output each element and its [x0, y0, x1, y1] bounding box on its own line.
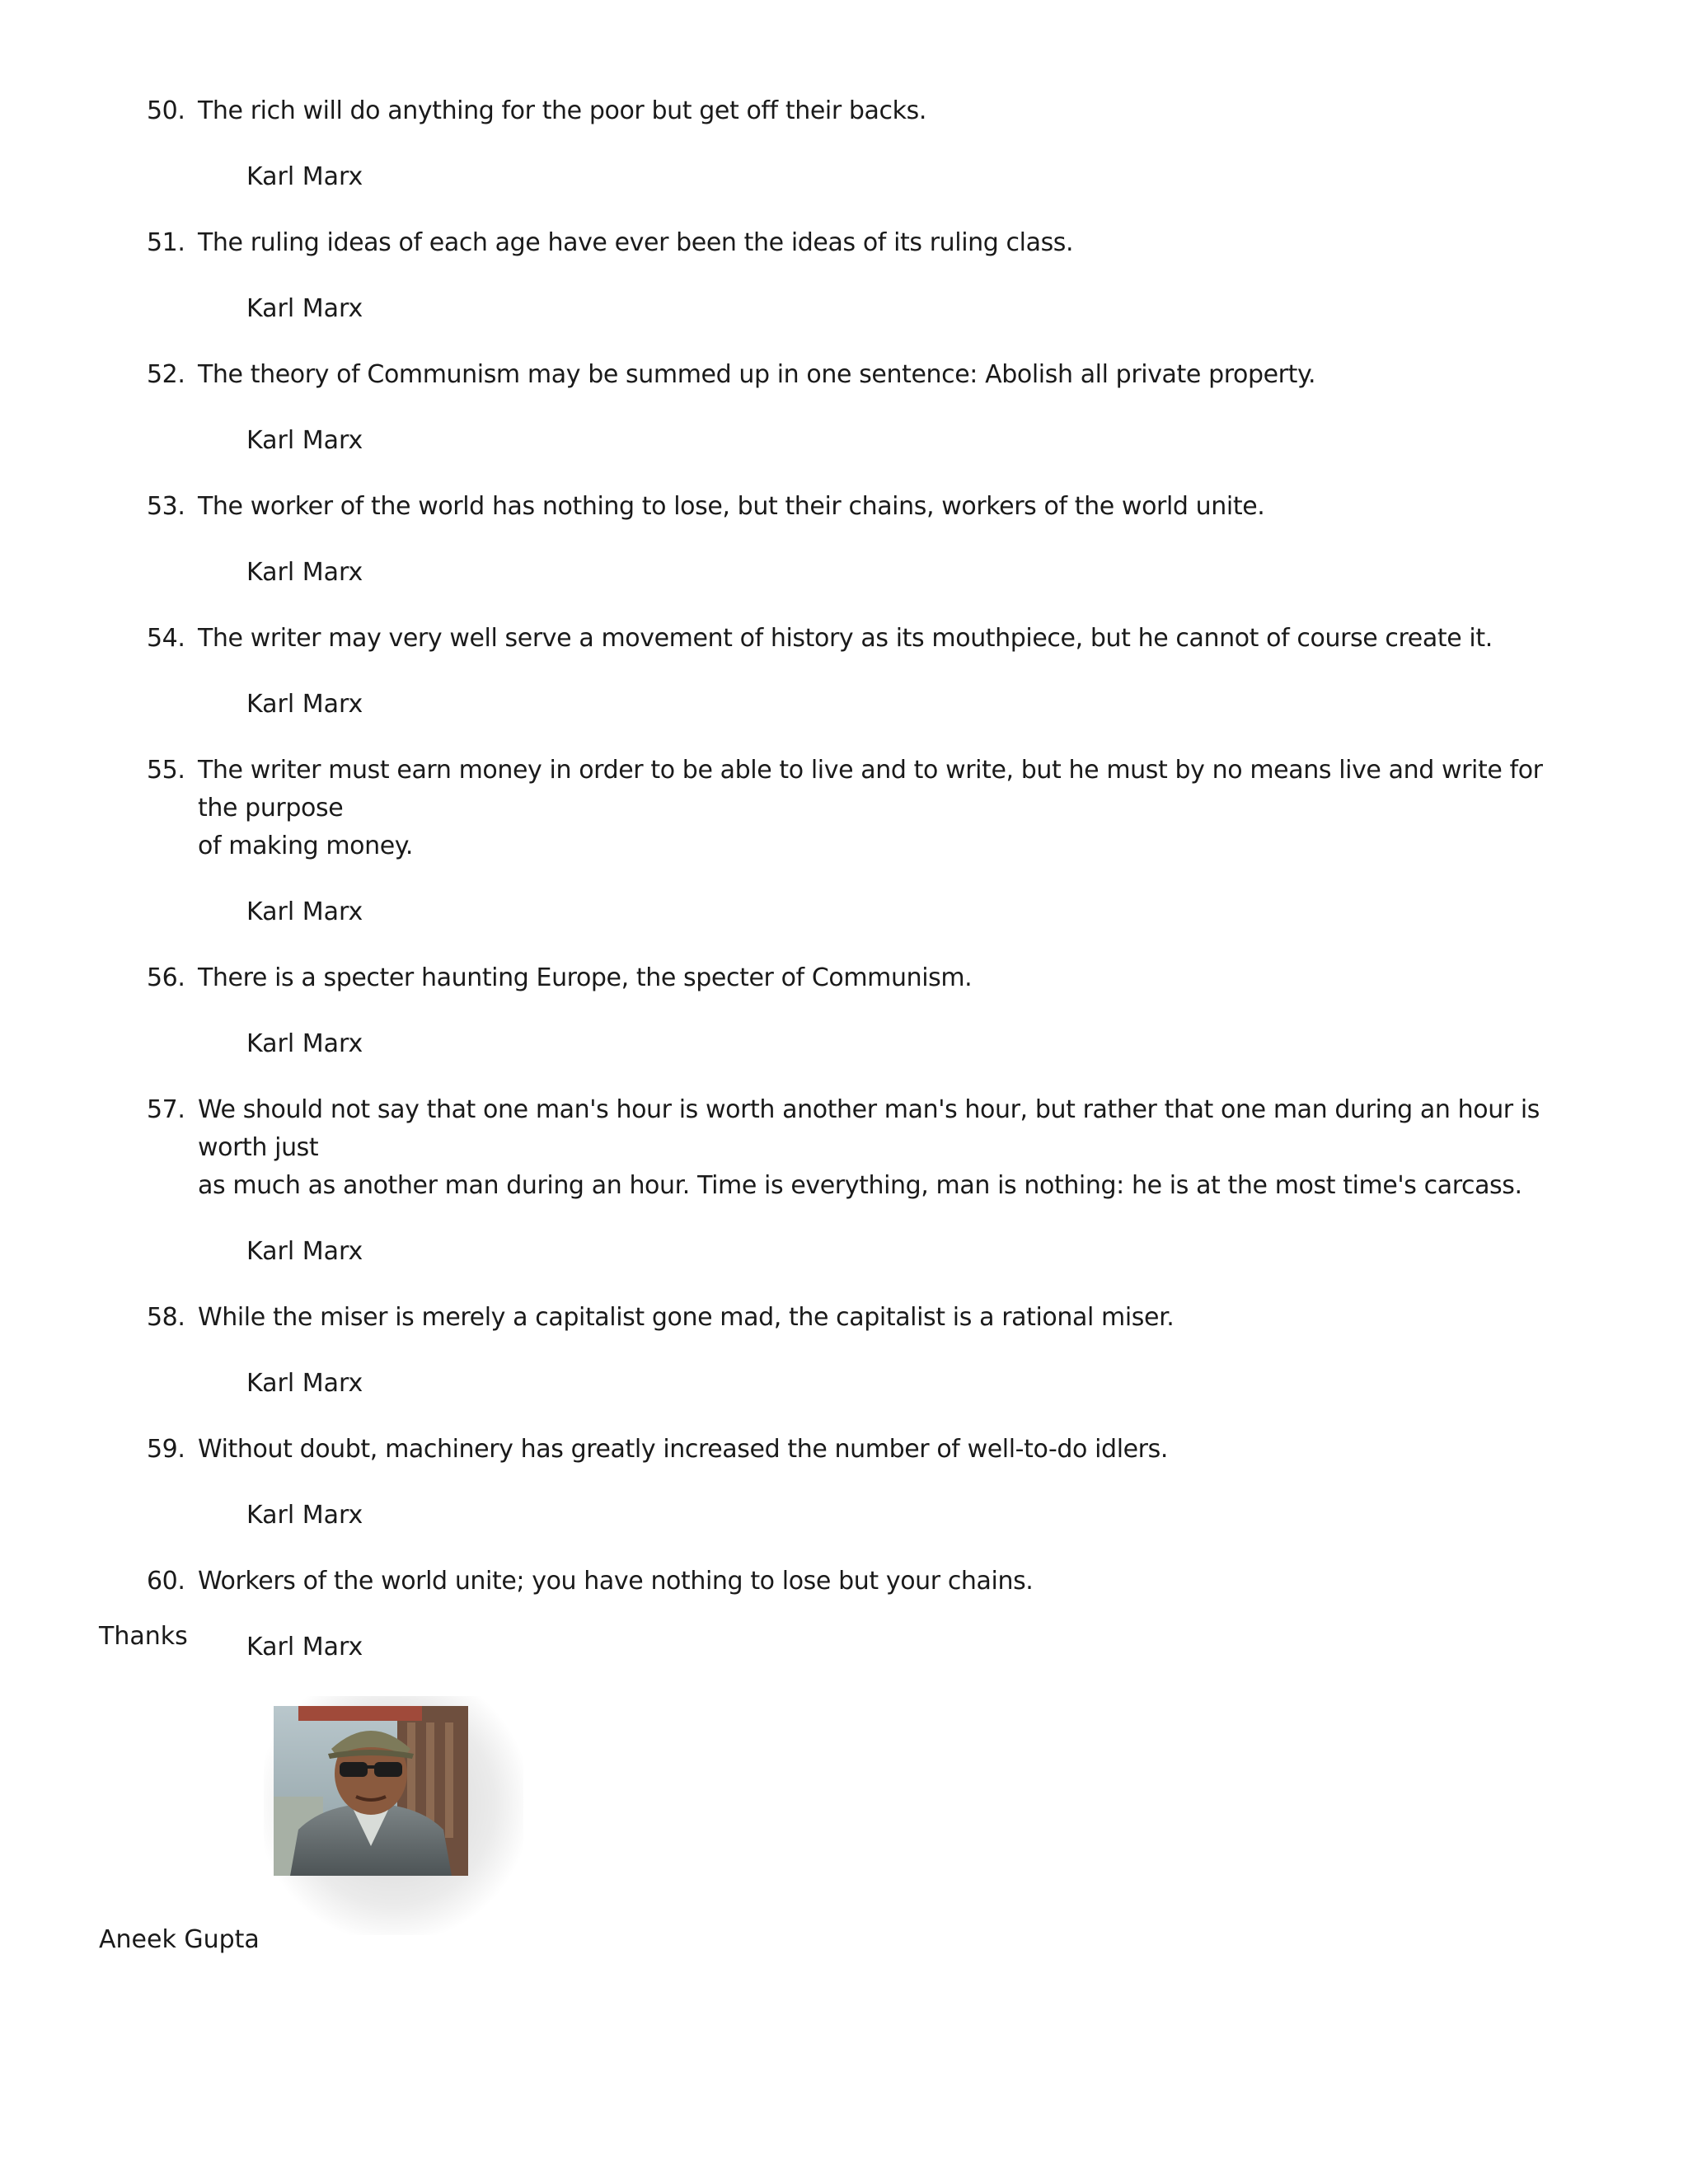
quote-author: Karl Marx: [246, 1029, 363, 1058]
quote-author: Karl Marx: [246, 1369, 363, 1398]
quote-author: Karl Marx: [246, 426, 363, 455]
quote-list: [0, 92, 1688, 1694]
quote-text-line: 60. Workers of the world unite; you have nothing to lose but your chains.: [0, 1563, 1574, 1601]
quote-author: Karl Marx: [246, 1633, 363, 1661]
quote-number: 53.: [147, 492, 185, 521]
quote-number: 57.: [147, 1095, 185, 1124]
quote-text-line: 57. We should not say that one man's hour is worth another man's hour, but rather that one man during an hour is worth just: [0, 1091, 1574, 1167]
quote-text-line: 58. While the miser is merely a capitalist gone mad, the capitalist is a rational miser.: [0, 1299, 1574, 1337]
quote-item: [0, 224, 1688, 328]
author-photo-frame: [264, 1696, 523, 1935]
quote-text-line: of making money.: [198, 832, 414, 860]
quote-author: Karl Marx: [246, 162, 363, 191]
quote-text-line: 51. The ruling ideas of each age have ever been the ideas of its ruling class.: [0, 224, 1574, 262]
quote-item: [0, 959, 1688, 1063]
thanks-text: Thanks: [99, 1622, 188, 1651]
quote-number: 52.: [147, 360, 185, 389]
quote-item: [0, 1091, 1688, 1271]
quote-text-line: as much as another man during an hour. Time is everything, man is nothing: he is at the most time's carcass.: [198, 1171, 1522, 1200]
quote-number: 55.: [147, 756, 185, 785]
quote-text-line: 55. The writer must earn money in order to be able to live and to write, but he must by no means live and write for the purpose: [0, 752, 1574, 827]
quote-text-line: 52. The theory of Communism may be summed up in one sentence: Abolish all private property.: [0, 356, 1574, 394]
quote-item: [0, 1299, 1688, 1403]
quote-item: [0, 620, 1688, 724]
quote-number: 54.: [147, 624, 185, 653]
author-signature-name: Aneek Gupta: [99, 1925, 260, 1954]
quote-text-line: 50. The rich will do anything for the poor but get off their backs.: [0, 92, 1574, 130]
quote-author: Karl Marx: [246, 294, 363, 323]
quote-author: Karl Marx: [246, 1237, 363, 1266]
quote-number: 56.: [147, 963, 185, 992]
quote-text-line: 56. There is a specter haunting Europe, the specter of Communism.: [0, 959, 1574, 997]
quote-number: 51.: [147, 228, 185, 257]
person-portrait-icon: [274, 1706, 468, 1876]
quote-author: Karl Marx: [246, 898, 363, 926]
quote-item: [0, 92, 1688, 196]
quote-author: Karl Marx: [246, 690, 363, 719]
quote-number: 50.: [147, 96, 185, 125]
quote-text-line: 53. The worker of the world has nothing to lose, but their chains, workers of the world unite.: [0, 488, 1574, 526]
quote-text-line: 54. The writer may very well serve a movement of history as its mouthpiece, but he cannot of course create it.: [0, 620, 1574, 658]
quote-number: 59.: [147, 1435, 185, 1464]
quote-text-line: 59. Without doubt, machinery has greatly increased the number of well-to-do idlers.: [0, 1431, 1574, 1469]
quote-item: [0, 1563, 1688, 1666]
quote-item: [0, 1431, 1688, 1535]
quote-item: [0, 752, 1688, 931]
quote-item: [0, 488, 1688, 592]
quote-item: [0, 356, 1688, 460]
author-photo: [274, 1706, 468, 1876]
quote-author: Karl Marx: [246, 558, 363, 587]
quote-number: 60.: [147, 1567, 185, 1596]
quote-author: Karl Marx: [246, 1501, 363, 1530]
quote-number: 58.: [147, 1303, 185, 1332]
